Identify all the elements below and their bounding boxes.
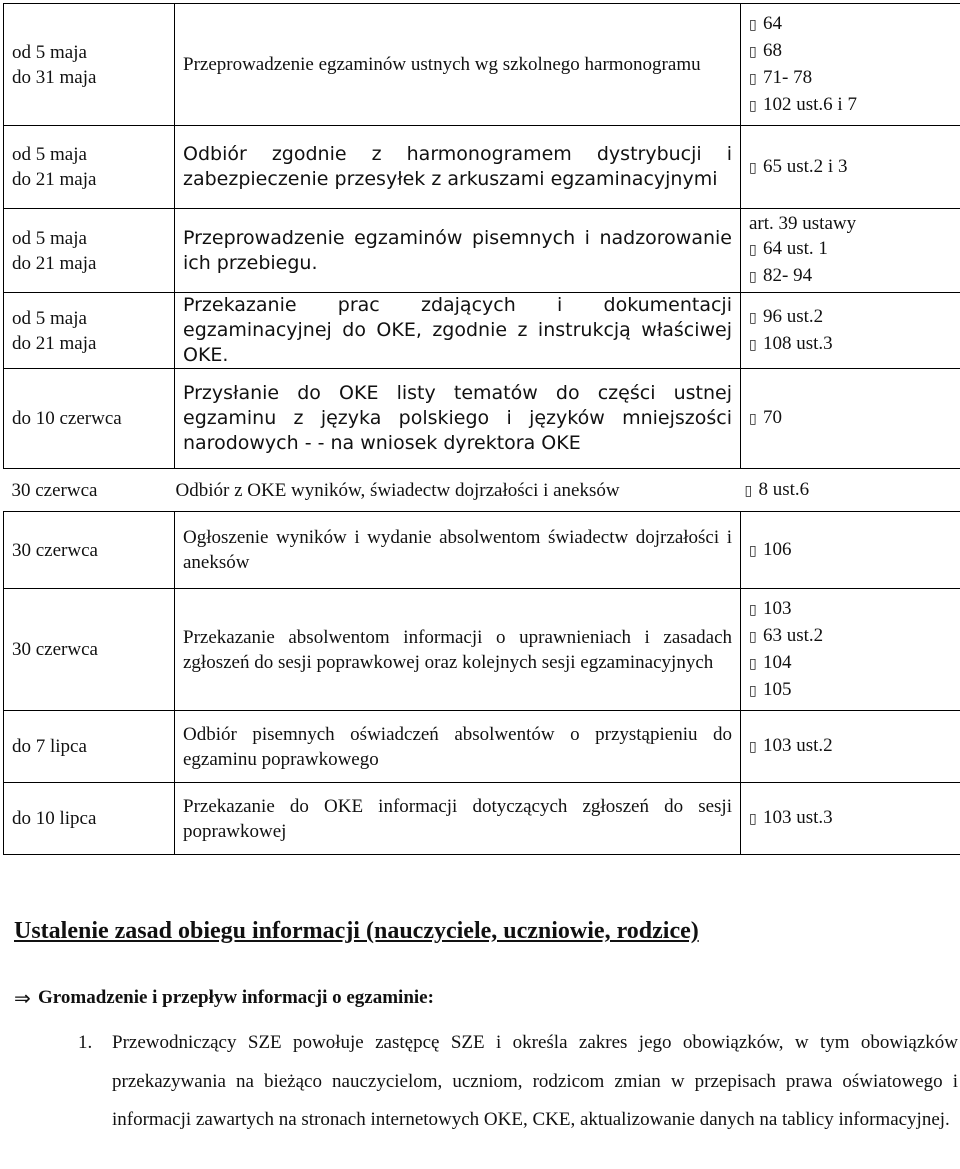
reference-cell [741, 512, 960, 589]
description-cell [175, 783, 741, 855]
table-row [4, 512, 960, 589]
description-text: Przeprowadzenie egzaminów pisemnych i nadzorowanie ich przebiegu. [183, 226, 732, 274]
reference-text: 82- 94 [763, 265, 813, 286]
table-row [4, 293, 960, 369]
checkbox-bullet-icon: ▯ [749, 43, 757, 60]
description-text: Odbiór z OKE wyników, świadectw dojrzałości i aneksów [175, 479, 620, 501]
reference-text: 105 [763, 678, 792, 700]
reference-item [749, 537, 960, 564]
description-cell [175, 589, 741, 711]
reference-cell [741, 589, 960, 711]
reference-text: 103 ust.3 [763, 807, 833, 828]
description-text: Przekazanie absolwentom informacji o uprawnieniach i zasadach zgłoszeń do sesji poprawkowej oraz kolejnych sesji egzaminacyjnych [183, 626, 732, 673]
description-text: Odbiór pisemnych oświadczeń absolwentów o przystąpieniu do egzaminu poprawkowego [183, 723, 732, 770]
date-line: do 21 maja [12, 169, 97, 190]
date-cell [4, 293, 175, 369]
description-cell [175, 369, 741, 469]
date-cell [4, 369, 175, 469]
table-row [4, 589, 960, 711]
double-arrow-right-icon: ⇒ [14, 986, 31, 1010]
checkbox-bullet-icon: ▯ [749, 269, 757, 285]
reference-item [749, 733, 960, 760]
reference-item [749, 623, 960, 650]
numbered-paragraph [78, 1024, 958, 1140]
description-text: Ogłoszenie wyników i wydanie absolwentom świadectw dojrzałości i aneksów [183, 527, 732, 573]
reference-item [749, 405, 960, 432]
table-row [4, 4, 960, 126]
checkbox-bullet-icon: ▯ [749, 242, 757, 258]
table-row [4, 126, 960, 209]
table-row [4, 711, 960, 783]
date-cell [4, 783, 175, 855]
checkbox-bullet-icon: ▯ [749, 16, 757, 33]
description-text: Przysłanie do OKE listy tematów do części ustnej egzaminu z języka polskiego i języków mniejszości narodowych - - na wniosek dyrektora OKE [183, 382, 732, 454]
reference-item [749, 38, 960, 65]
reference-item [749, 331, 960, 358]
date-line: od 5 maja [12, 307, 87, 329]
reference-text: 64 [763, 12, 782, 34]
reference-text: 102 ust.6 i 7 [763, 93, 857, 115]
checkbox-bullet-icon: ▯ [749, 655, 757, 672]
date-cell [4, 126, 175, 209]
reference-item [749, 596, 960, 623]
reference-text: 70 [763, 407, 782, 428]
checkbox-bullet-icon: ▯ [749, 811, 757, 827]
description-cell [175, 711, 741, 783]
checkbox-bullet-icon: ▯ [749, 70, 757, 87]
checkbox-bullet-icon: ▯ [749, 682, 757, 699]
table-row [4, 209, 960, 293]
description-cell [175, 126, 741, 209]
reference-cell [741, 711, 960, 783]
checkbox-bullet-icon: ▯ [749, 309, 757, 326]
reference-item [749, 236, 960, 263]
checkbox-bullet-icon: ▯ [749, 739, 757, 755]
wide-row-cell [4, 469, 960, 512]
reference-cell [741, 369, 960, 469]
reference-item [749, 263, 960, 290]
description-text: Przekazanie prac zdających i dokumentacji egzaminacyjnej do OKE, zgodnie z instrukcją właściwej OKE. [183, 294, 732, 366]
reference-item [749, 304, 960, 331]
schedule-table [3, 3, 960, 855]
reference-item [749, 92, 960, 119]
reference-text: 64 ust. 1 [763, 238, 828, 259]
date-line: do 21 maja [12, 332, 97, 354]
date-line: do 10 lipca [12, 808, 97, 829]
description-cell [175, 4, 741, 126]
table-row [4, 469, 960, 512]
reference-item [749, 805, 960, 832]
reference-item [739, 477, 810, 504]
description-cell [175, 293, 741, 369]
paragraph-number: 1. [78, 1032, 93, 1053]
reference-text: 71- 78 [763, 66, 813, 88]
date-line: 30 czerwca [12, 639, 98, 660]
checkbox-bullet-icon: ▯ [749, 601, 757, 618]
description-cell [175, 209, 741, 293]
reference-text: 63 ust.2 [763, 624, 824, 646]
table-row [4, 369, 960, 469]
date-cell [4, 589, 175, 711]
reference-text: 108 ust.3 [763, 332, 833, 354]
wide-row [12, 473, 960, 507]
date-line: do 7 lipca [12, 736, 87, 757]
date-line: od 5 maja [12, 41, 87, 63]
description-text: Przekazanie do OKE informacji dotyczących zgłoszeń do sesji poprawkowej [183, 795, 732, 842]
date-line: do 21 maja [12, 252, 97, 274]
subheading: Gromadzenie i przepływ informacji o egzaminie: [38, 987, 434, 1008]
date-cell [4, 4, 175, 126]
checkbox-bullet-icon: ▯ [749, 542, 757, 559]
description-text: Odbiór zgodnie z harmonogramem dystrybucji i zabezpieczenie przesyłek z arkuszami egzaminacyjnymi [183, 143, 732, 190]
date-cell [4, 711, 175, 783]
paragraph-text: Przewodniczący SZE powołuje zastępcę SZE i określa zakres jego obowiązków, w tym obowiązków przekazywania na bieżąco nauczycielom, uczniom, rodzicom zmian w przepisach prawa oświatowego i informacji zawartych na stronach internetowych OKE, CKE, aktualizowanie danych na tablicy informacyjnej. [112, 1032, 958, 1130]
reference-text: 106 [763, 538, 792, 560]
date-line: 30 czerwca [11, 479, 98, 501]
reference-cell [741, 4, 960, 126]
date-cell [4, 209, 175, 293]
reference-cell [741, 126, 960, 209]
date-line: 30 czerwca [12, 539, 98, 561]
date-cell [4, 512, 175, 589]
reference-text: 8 ust.6 [758, 478, 810, 500]
date-line: od 5 maja [12, 144, 87, 165]
date-line: do 31 maja [12, 66, 97, 88]
checkbox-bullet-icon: ▯ [749, 97, 757, 114]
description-text: Przeprowadzenie egzaminów ustnych wg szkolnego harmonogramu [183, 54, 701, 75]
reference-text: 68 [763, 39, 782, 61]
reference-item [749, 677, 960, 704]
checkbox-bullet-icon: ▯ [749, 336, 757, 353]
reference-text: 103 ust.2 [763, 735, 833, 756]
checkbox-bullet-icon: ▯ [749, 628, 757, 645]
section-heading: Ustalenie zasad obiegu informacji (nauczyciele, uczniowie, rodzice) [14, 918, 699, 944]
checkbox-bullet-icon: ▯ [749, 411, 757, 427]
table-row [4, 783, 960, 855]
date-line: do 10 czerwca [12, 408, 122, 429]
reference-text: art. 39 ustawy [749, 213, 857, 234]
reference-text: 96 ust.2 [763, 305, 824, 327]
reference-cell [741, 783, 960, 855]
reference-cell [741, 293, 960, 369]
reference-text: 104 [763, 651, 792, 673]
description-cell [175, 512, 741, 589]
reference-item [749, 154, 960, 181]
date-line: od 5 maja [12, 227, 87, 249]
reference-item [749, 650, 960, 677]
reference-text: 103 [763, 597, 792, 619]
reference-text: 65 ust.2 i 3 [763, 155, 848, 177]
checkbox-bullet-icon: ▯ [749, 159, 757, 176]
reference-cell [741, 209, 960, 293]
reference-item [749, 11, 960, 38]
checkbox-bullet-icon: ▯ [744, 482, 753, 499]
reference-item [749, 65, 960, 92]
